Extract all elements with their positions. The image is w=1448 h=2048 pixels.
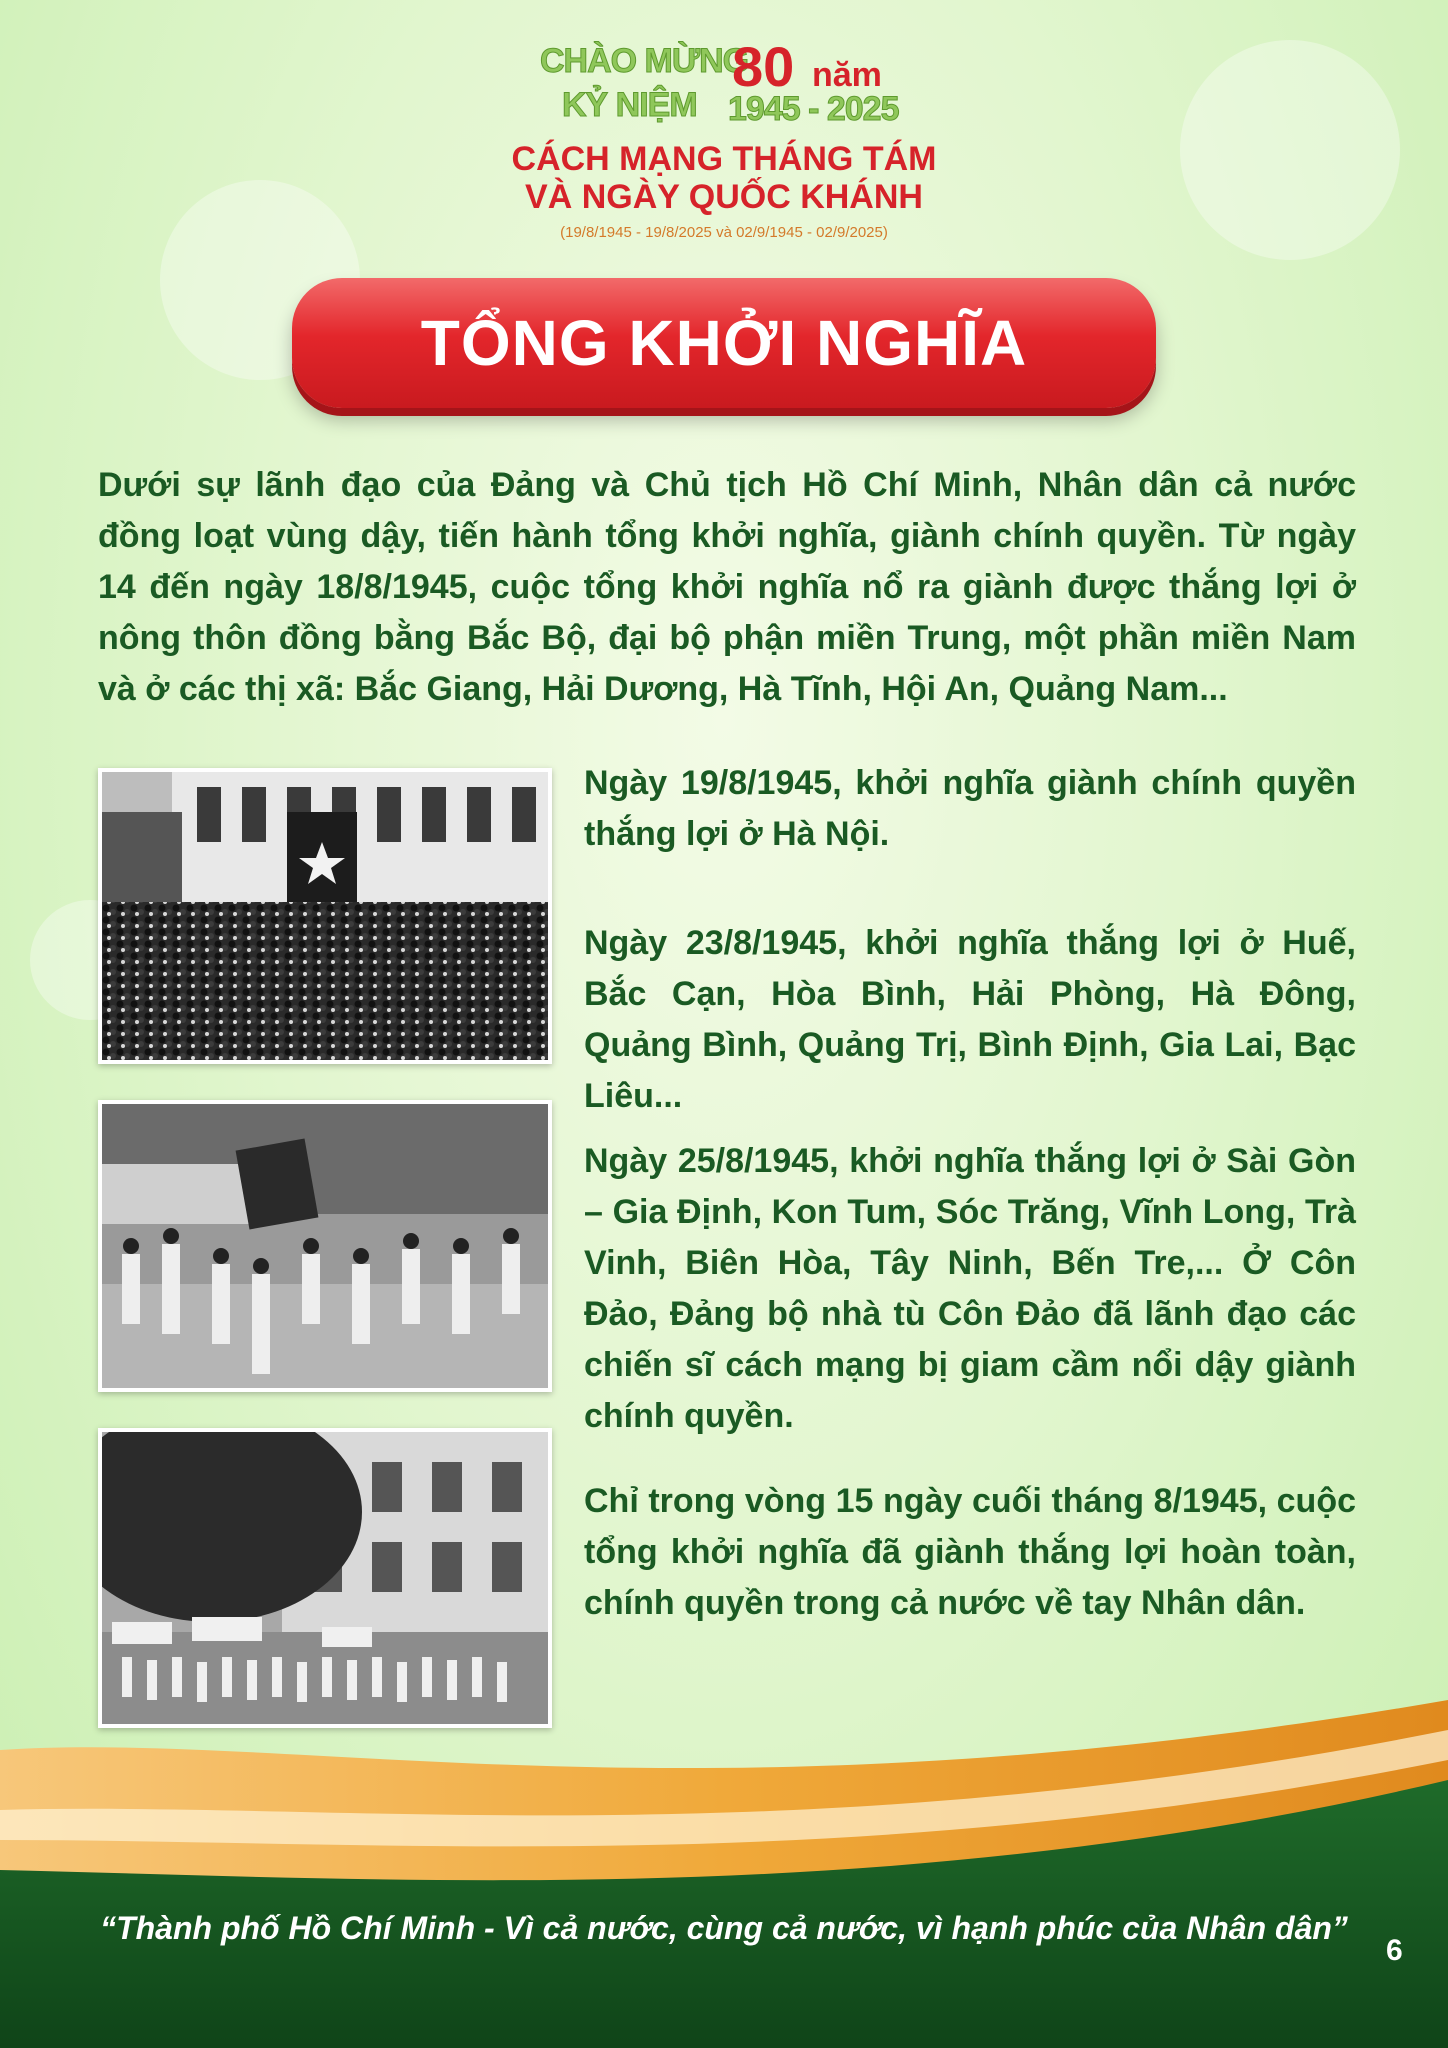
- photo-building-rally-image: [102, 1432, 548, 1724]
- paragraph-saigon: Ngày 25/8/1945, khởi nghĩa thắng lợi ở Sài Gòn – Gia Định, Kon Tum, Sóc Trăng, Vĩnh Long, Trà Vinh, Biên Hòa, Tây Ninh, Bến Tre,... Ở Côn Đảo, Đảng bộ nhà tù Côn Đảo đã lãnh đạo các chiến sĩ cách mạng bị giam cầm nổi dậy giành chính quyền.: [584, 1142, 1356, 1435]
- photo-building-rally: [98, 1428, 552, 1728]
- paragraph-summary: Chỉ trong vòng 15 ngày cuối tháng 8/1945, cuộc tổng khởi nghĩa đã giành thắng lợi hoàn toàn, chính quyền trong cả nước về tay Nhân dân.: [584, 1482, 1356, 1622]
- logo-years: 1945 - 2025: [728, 90, 899, 128]
- paragraph-hue: Ngày 23/8/1945, khởi nghĩa thắng lợi ở Huế, Bắc Cạn, Hòa Bình, Hải Phòng, Hà Đông, Quảng Bình, Quảng Trị, Bình Định, Gia Lai, Bạc Liêu...: [584, 924, 1356, 1115]
- logo-anniversary-number: 80: [732, 35, 795, 98]
- logo-anniversary-unit: năm: [812, 56, 882, 94]
- logo-event-dates: (19/8/1945 - 19/8/2025 và 02/9/1945 - 02/9/2025): [560, 224, 888, 241]
- paragraph-hanoi: Ngày 19/8/1945, khởi nghĩa giành chính quyền thắng lợi ở Hà Nội.: [584, 764, 1356, 853]
- logo-event-line1: CÁCH MẠNG THÁNG TÁM: [511, 140, 937, 178]
- photo-hanoi-rally: [98, 768, 552, 1064]
- page-title: TỔNG KHỞI NGHĨA: [420, 307, 1028, 379]
- logo-chao-mung: CHÀO MỪNG: [540, 42, 749, 80]
- anniversary-logo: [0, 30, 1448, 260]
- page-number: 6: [1386, 1934, 1403, 1967]
- title-banner: [292, 278, 1156, 408]
- photo-saigon-march-image: [102, 1104, 548, 1388]
- logo-event-line2: VÀ NGÀY QUỐC KHÁNH: [525, 178, 923, 216]
- photo-saigon-march: [98, 1100, 552, 1392]
- footer-wave-decoration: [0, 1690, 1448, 2048]
- footer-slogan: “Thành phố Hồ Chí Minh - Vì cả nước, cùng cả nước, vì hạnh phúc của Nhân dân”: [100, 1910, 1348, 1946]
- intro-paragraph: Dưới sự lãnh đạo của Đảng và Chủ tịch Hồ Chí Minh, Nhân dân cả nước đồng loạt vùng dậy, tiến hành tổng khởi nghĩa, giành chính quyền. Từ ngày 14 đến ngày 18/8/1945, cuộc tổng khởi nghĩa nổ ra giành được thắng lợi ở nông thôn đồng bằng Bắc Bộ, đại bộ phận miền Trung, một phần miền Nam và ở các thị xã: Bắc Giang, Hải Dương, Hà Tĩnh, Hội An, Quảng Nam...: [98, 466, 1356, 708]
- logo-ky-niem: KỶ NIỆM: [562, 86, 697, 124]
- photo-hanoi-rally-image: [102, 772, 548, 1060]
